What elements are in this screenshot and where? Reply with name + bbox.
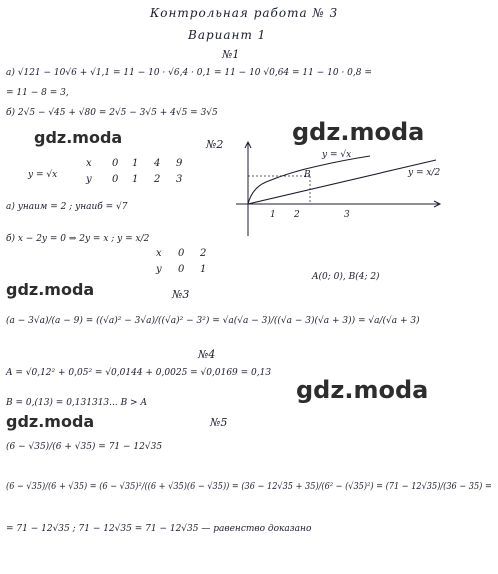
table-cell: 1 xyxy=(200,264,207,275)
table-cell: 2 xyxy=(200,248,207,259)
table-x-label: x xyxy=(156,248,162,259)
task1-number: №1 xyxy=(222,48,240,61)
task4-line2: B = 0,(13) = 0,131313... B > A xyxy=(6,398,147,408)
table-cell: 9 xyxy=(176,158,183,169)
graph-label-b: B xyxy=(304,170,311,180)
graph-tick-3: 3 xyxy=(344,210,350,220)
task1-line-b: б) 2√5 − √45 + √80 = 2√5 − 3√5 + 4√5 = 3√5 xyxy=(6,108,218,118)
task5-line1: (6 − √35)/(6 + √35) = 71 − 12√35 xyxy=(6,442,163,452)
table-cell: 0 xyxy=(178,264,185,275)
table-cell: 4 xyxy=(154,158,161,169)
task5-line2: (6 − √35)/(6 + √35) = (6 − √35)²/((6 + √35)(6 − √35)) = (36 − 12√35 + 35)/(6² − (√35)²) = (71 − 12√35)/(36 − 35) = xyxy=(6,482,492,492)
graph-label-sqrt: y = √x xyxy=(322,150,352,160)
graph-tick-2: 2 xyxy=(294,210,300,220)
table-y-label: y xyxy=(86,174,92,185)
variant-label: Вариант 1 xyxy=(188,28,267,42)
task2-number: №2 xyxy=(206,138,224,151)
watermark: gdz.moda xyxy=(6,280,95,299)
task1-line-a: а) √121 − 10√6 + √1,1 = 11 − 10 · √6,4 · 0,1 = 11 − 10 √0,64 = 11 − 10 · 0,8 = xyxy=(6,68,372,78)
graph-tick-1: 1 xyxy=(270,210,276,220)
task4-line1: A = √0,12² + 0,05² = √0,0144 + 0,0025 = √0,0169 = 0,13 xyxy=(6,368,272,378)
table-cell: 2 xyxy=(154,174,161,185)
task4-number: №4 xyxy=(198,348,216,361)
task2-function: y = √x xyxy=(28,170,58,180)
worksheet-title: Контрольная работа № 3 xyxy=(150,6,339,20)
task2-line-a: а) yнаим = 2 ; yнаиб = √7 xyxy=(6,202,128,212)
table-y-label: y xyxy=(156,264,162,275)
table-cell: 0 xyxy=(178,248,185,259)
task2-line-b: б) x − 2y = 0 ⇒ 2y = x ; y = x/2 xyxy=(6,234,150,244)
task1-line-a2: = 11 − 8 = 3, xyxy=(6,88,69,98)
task3-expression: (a − 3√a)/(a − 9) = ((√a)² − 3√a)/((√a)² − 3²) = √a(√a − 3)/((√a − 3)(√a + 3)) = √a/(√a + 3) xyxy=(6,316,420,326)
table-x-label: x xyxy=(86,158,92,169)
watermark: gdz.moda xyxy=(6,412,95,431)
table-cell: 0 xyxy=(112,158,119,169)
watermark: gdz.moda xyxy=(292,118,425,146)
graph-line xyxy=(248,160,436,204)
task5-line3: = 71 − 12√35 ; 71 − 12√35 = 71 − 12√35 — равенство доказано xyxy=(6,524,312,534)
table-cell: 3 xyxy=(176,174,183,185)
task2-points: A(0; 0), B(4; 2) xyxy=(312,272,380,282)
table-cell: 1 xyxy=(132,174,139,185)
graph-label-line: y = x/2 xyxy=(408,168,441,178)
table-cell: 1 xyxy=(132,158,139,169)
watermark: gdz.moda xyxy=(296,376,429,404)
watermark: gdz.moda xyxy=(34,128,123,147)
task3-number: №3 xyxy=(172,288,190,301)
table-cell: 0 xyxy=(112,174,119,185)
task5-number: №5 xyxy=(210,416,228,429)
